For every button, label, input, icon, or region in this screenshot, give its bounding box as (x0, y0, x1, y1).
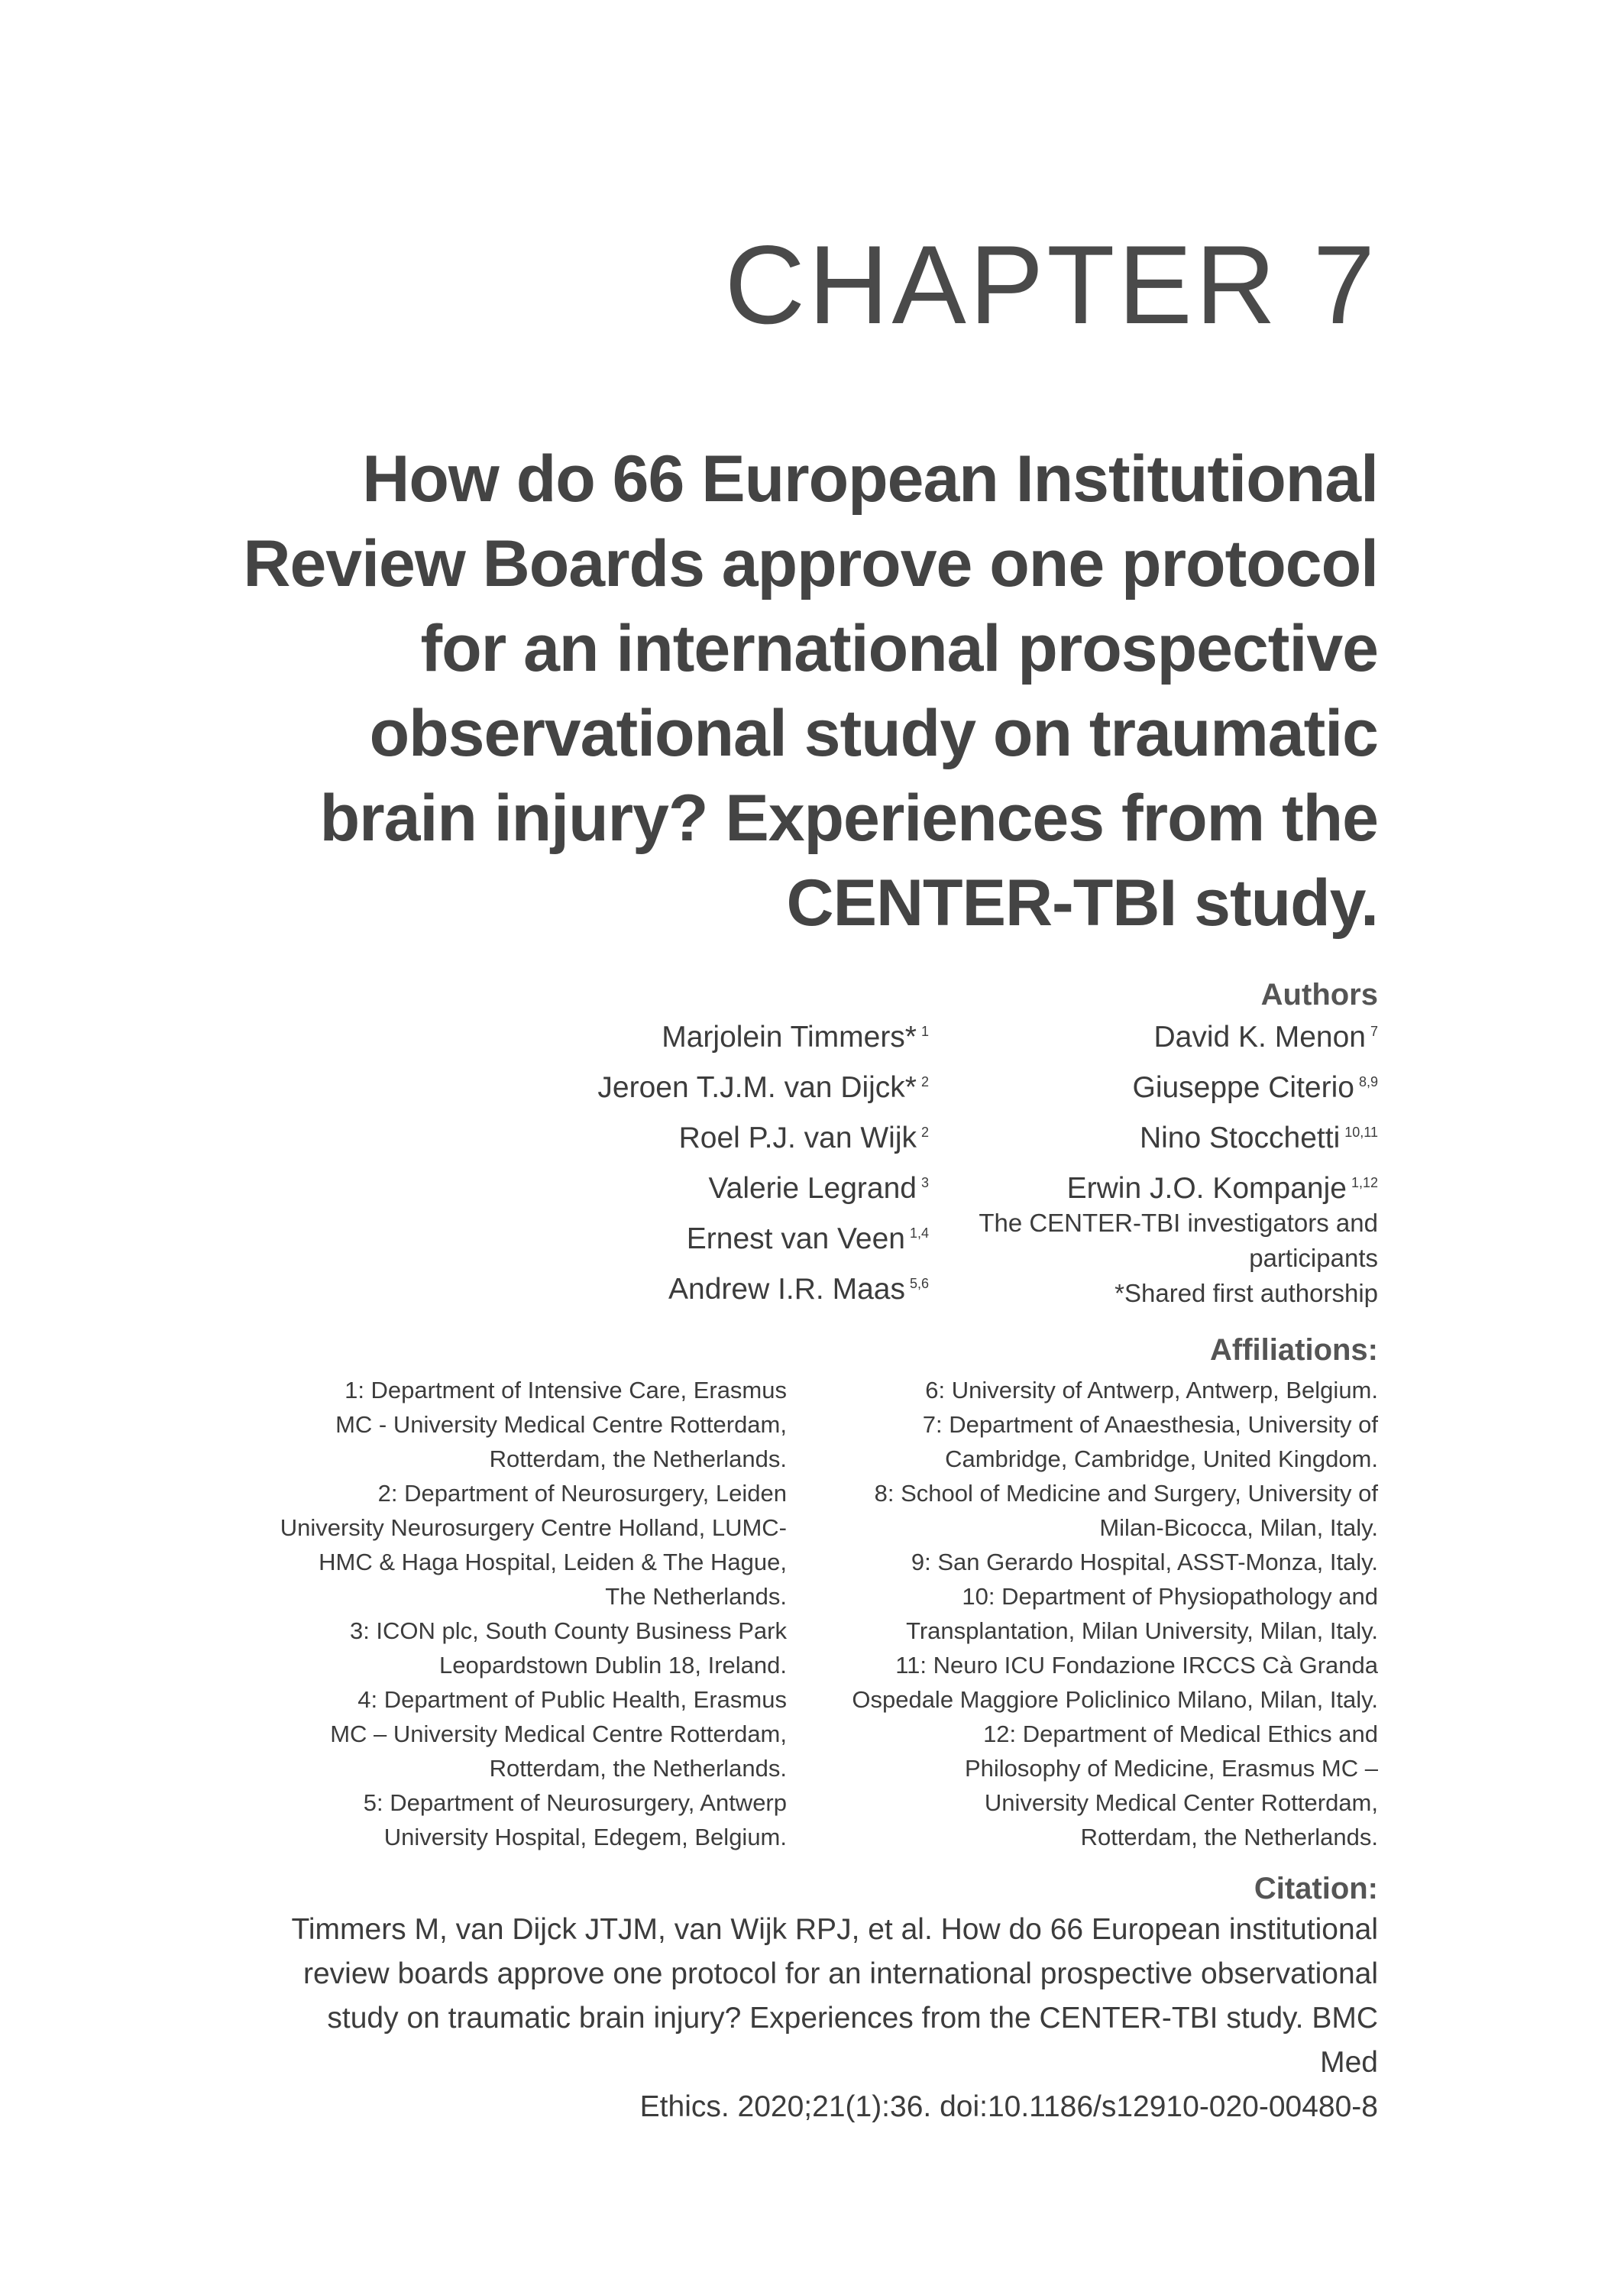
author-item (597, 1164, 929, 1214)
citation-line: review boards approve one protocol for an international prospective observational (302, 1957, 1378, 1990)
affiliation-line: 12: Department of Medical Ethics and (983, 1721, 1378, 1747)
affiliation-line: Rotterdam, the Netherlands. (489, 1445, 787, 1472)
affiliation-line: 10: Department of Physiopathology and (962, 1583, 1378, 1610)
author-name: Marjolein Timmers* (662, 1021, 917, 1054)
title-line: brain injury? Experiences from the (319, 782, 1378, 855)
author-name: Nino Stocchetti (1139, 1122, 1341, 1154)
author-name: Ernest van Veen (686, 1222, 905, 1255)
title-line: Review Boards approve one protocol (243, 527, 1378, 601)
author-affiliation-ref: 8,9 (1358, 1074, 1378, 1089)
affiliation-line: University Hospital, Edegem, Belgium. (383, 1824, 787, 1850)
affiliation-line: 4: Department of Public Health, Erasmus (357, 1686, 787, 1713)
affiliation-line: 6: University of Antwerp, Antwerp, Belgium. (925, 1377, 1378, 1403)
affiliation-line: Cambridge, Cambridge, United Kingdom. (945, 1445, 1378, 1472)
affiliation-line: University Medical Center Rotterdam, (984, 1789, 1378, 1816)
affiliation-line: The Netherlands. (605, 1583, 787, 1610)
authors-list-left (597, 1012, 929, 1315)
citation-heading: Citation: (1254, 1872, 1378, 1905)
affiliations-right-column (797, 1373, 1378, 1854)
affiliation-line: Transplantation, Milan University, Milan, Italy. (906, 1617, 1378, 1644)
author-item (1067, 1012, 1378, 1063)
affiliation-line: 11: Neuro ICU Fondazione IRCCS Cà Granda (895, 1652, 1378, 1679)
title-line: for an international prospective (420, 612, 1378, 685)
author-name: David K. Menon (1153, 1021, 1366, 1054)
author-name: Jeroen T.J.M. van Dijck* (597, 1071, 917, 1104)
author-item (597, 1063, 929, 1113)
title-line: How do 66 European Institutional (362, 442, 1378, 516)
authors-note-line: The CENTER-TBI investigators and (979, 1209, 1378, 1237)
author-affiliation-ref: 1 (920, 1024, 929, 1039)
paper-title (79, 437, 1378, 946)
affiliation-line: MC – University Medical Centre Rotterdam, (330, 1721, 787, 1747)
affiliation-line: Philosophy of Medicine, Erasmus MC – (964, 1755, 1378, 1782)
affiliation-line: Rotterdam, the Netherlands. (1080, 1824, 1378, 1850)
author-name: Erwin J.O. Kompanje (1066, 1172, 1347, 1205)
author-item (597, 1012, 929, 1063)
author-affiliation-ref: 2 (920, 1125, 929, 1140)
author-affiliation-ref: 3 (920, 1175, 929, 1190)
affiliations-left-column (206, 1373, 787, 1854)
author-affiliation-ref: 5,6 (909, 1276, 929, 1291)
affiliations-heading: Affiliations: (1210, 1333, 1378, 1367)
author-item (1067, 1063, 1378, 1113)
citation-line: Ethics. 2020;21(1):36. doi:10.1186/s12910-020-00480-8 (639, 2090, 1378, 2123)
author-affiliation-ref: 1,12 (1351, 1175, 1378, 1190)
affiliation-line: 5: Department of Neurosurgery, Antwerp (363, 1789, 787, 1816)
affiliation-line: Rotterdam, the Netherlands. (489, 1755, 787, 1782)
author-affiliation-ref: 10,11 (1344, 1125, 1378, 1140)
affiliation-line: Leopardstown Dublin 18, Ireland. (439, 1652, 787, 1679)
authors-heading: Authors (1260, 978, 1378, 1012)
affiliation-line: Milan-Bicocca, Milan, Italy. (1099, 1514, 1378, 1541)
author-name: Giuseppe Citerio (1132, 1071, 1354, 1104)
authors-list-right (1067, 1012, 1378, 1214)
author-name: Andrew I.R. Maas (668, 1273, 905, 1306)
author-item (1067, 1113, 1378, 1164)
affiliation-line: Ospedale Maggiore Policlinico Milano, Milan, Italy. (852, 1686, 1378, 1713)
affiliation-line: 9: San Gerardo Hospital, ASST-Monza, Italy. (911, 1549, 1378, 1575)
affiliation-line: 1: Department of Intensive Care, Erasmus (345, 1377, 787, 1403)
author-item (597, 1264, 929, 1315)
chapter-label: CHAPTER 7 (724, 222, 1378, 347)
title-line: observational study on traumatic (369, 697, 1378, 770)
author-item (597, 1113, 929, 1164)
author-affiliation-ref: 1,4 (909, 1225, 929, 1241)
affiliation-line: MC - University Medical Centre Rotterdam, (335, 1411, 787, 1438)
author-item (597, 1214, 929, 1264)
authors-note-line: *Shared first authorship (1114, 1279, 1378, 1307)
affiliation-line: 3: ICON plc, South County Business Park (349, 1617, 787, 1644)
author-name: Roel P.J. van Wijk (678, 1122, 917, 1154)
author-name: Valerie Legrand (708, 1172, 917, 1205)
title-line: CENTER-TBI study. (786, 866, 1378, 940)
citation-line: Timmers M, van Dijck JTJM, van Wijk RPJ, et al. How do 66 European institutional (291, 1913, 1378, 1946)
affiliation-line: 7: Department of Anaesthesia, University of (922, 1411, 1378, 1438)
affiliation-line: HMC & Haga Hospital, Leiden & The Hague, (319, 1549, 787, 1575)
author-affiliation-ref: 2 (920, 1074, 929, 1089)
affiliation-line: 2: Department of Neurosurgery, Leiden (377, 1480, 787, 1507)
authors-note (920, 1206, 1378, 1311)
citation-text (263, 1908, 1378, 2129)
author-affiliation-ref: 7 (1370, 1024, 1378, 1039)
authors-note-line: participants (1249, 1244, 1378, 1272)
citation-line: study on traumatic brain injury? Experiences from the CENTER-TBI study. BMC Med (327, 2002, 1378, 2079)
affiliation-line: 8: School of Medicine and Surgery, University of (874, 1480, 1378, 1507)
affiliation-line: University Neurosurgery Centre Holland, LUMC- (280, 1514, 787, 1541)
